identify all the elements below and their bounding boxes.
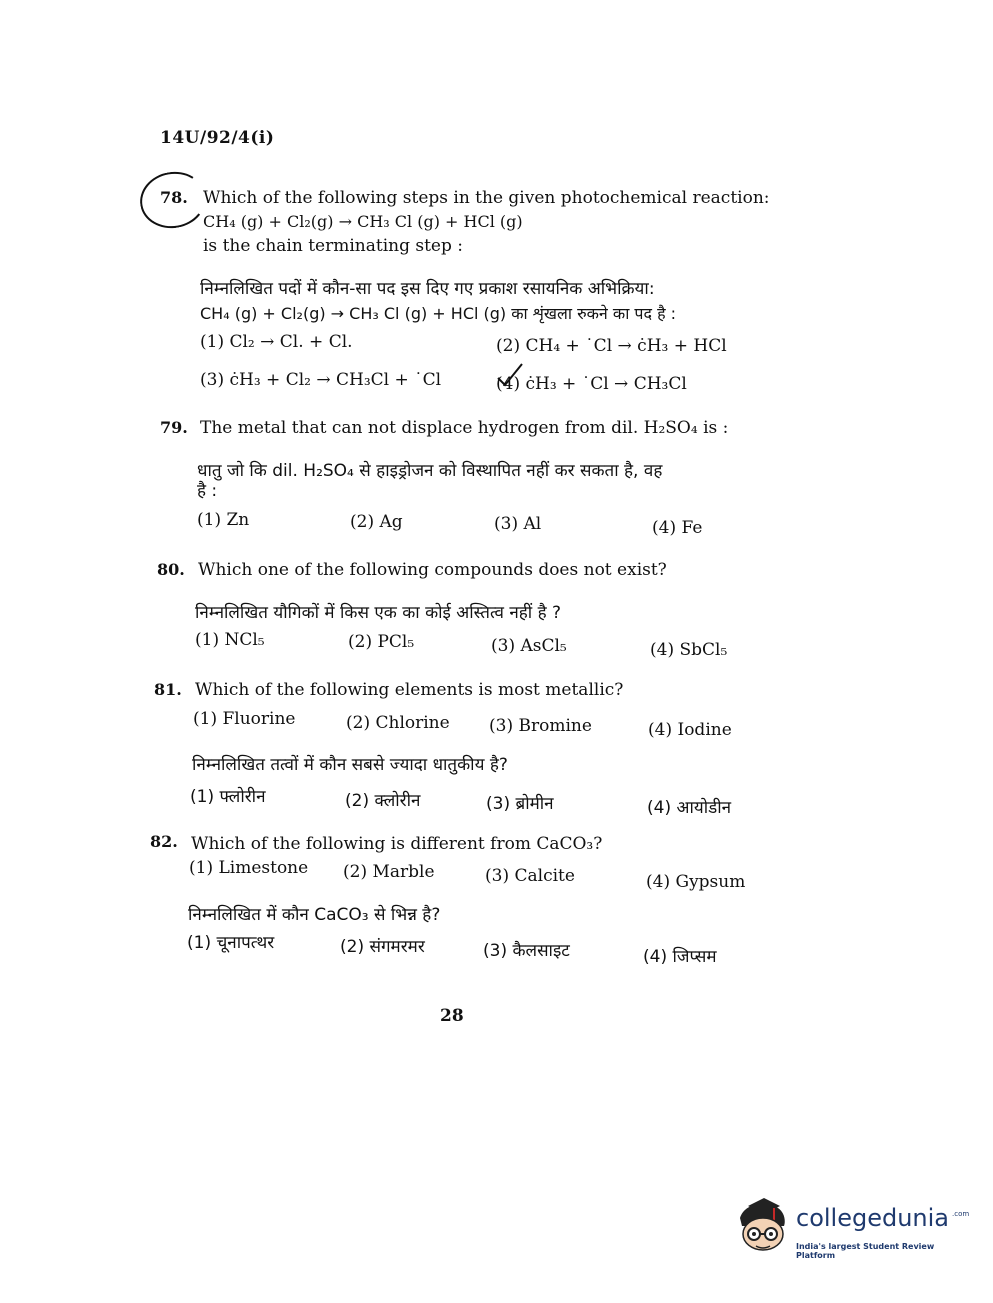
question-82-text: Which of the following is different from CaCO₃? bbox=[191, 834, 603, 854]
question-79-option-2: (2) Ag bbox=[350, 512, 403, 532]
question-81-option-hi-3: (3) ब्रोमीन bbox=[486, 794, 554, 814]
question-78-hindi-line1: निम्नलिखित पदों में कौन-सा पद इस दिए गए प्रकाश रसायनिक अभिक्रिया: bbox=[200, 279, 655, 299]
question-79-option-1: (1) Zn bbox=[197, 510, 250, 530]
question-78-option-4: (4) ċH₃ + ˙Cl → CH₃Cl bbox=[496, 374, 687, 394]
question-81-hindi: निम्नलिखित तत्वों में कौन सबसे ज्यादा धातुकीय है? bbox=[192, 755, 508, 775]
question-79-number: 79. bbox=[160, 418, 188, 437]
question-78-text-line3: is the chain terminating step : bbox=[203, 236, 463, 256]
question-80-hindi: निम्नलिखित यौगिकों में किस एक का कोई अस्तित्व नहीं है ? bbox=[195, 603, 562, 623]
brand-com: .com bbox=[952, 1210, 970, 1218]
question-79-option-4: (4) Fe bbox=[652, 518, 703, 538]
collegedunia-watermark bbox=[734, 1196, 970, 1260]
answer-tick-mark bbox=[496, 362, 524, 388]
question-80-text: Which one of the following compounds does not exist? bbox=[198, 560, 667, 580]
question-82-number: 82. bbox=[150, 832, 178, 851]
question-82-option-en-3: (3) Calcite bbox=[485, 866, 575, 886]
question-80-number: 80. bbox=[157, 560, 185, 579]
question-79-text: The metal that can not displace hydrogen from dil. H₂SO₄ is : bbox=[200, 418, 729, 438]
question-79-option-3: (3) Al bbox=[494, 514, 542, 534]
page-number: 28 bbox=[440, 1006, 464, 1026]
question-82-option-en-4: (4) Gypsum bbox=[646, 872, 746, 892]
question-81-option-en-1: (1) Fluorine bbox=[193, 709, 296, 729]
question-80-option-2: (2) PCl₅ bbox=[348, 632, 415, 652]
paper-code: 14U/92/4(i) bbox=[160, 128, 275, 148]
question-81-option-en-4: (4) Iodine bbox=[648, 720, 732, 740]
question-78-option-3: (3) ċH₃ + Cl₂ → CH₃Cl + ˙Cl bbox=[200, 370, 442, 390]
question-81-option-en-2: (2) Chlorine bbox=[346, 713, 450, 733]
question-80-option-1: (1) NCl₅ bbox=[195, 630, 265, 650]
question-81-text: Which of the following elements is most metallic? bbox=[195, 680, 624, 700]
brand-name: collegedunia bbox=[796, 1204, 950, 1232]
question-79-hindi-line1: धातु जो कि dil. H₂SO₄ से हाइड्रोजन को विस्थापित नहीं कर सकता है, वह bbox=[197, 461, 663, 481]
question-78-text-line1: Which of the following steps in the given photochemical reaction: bbox=[203, 188, 770, 208]
question-81-option-hi-2: (2) क्लोरीन bbox=[345, 791, 421, 811]
question-78-option-1: (1) Cl₂ → Cl. + Cl. bbox=[200, 332, 353, 352]
question-81-option-hi-1: (1) फ्लोरीन bbox=[190, 787, 266, 807]
question-82-option-hi-3: (3) कैलसाइट bbox=[483, 941, 570, 961]
question-80-option-4: (4) SbCl₅ bbox=[650, 640, 728, 660]
question-78-hindi-line2: CH₄ (g) + Cl₂(g) → CH₃ Cl (g) + HCl (g) का शृंखला रुकने का पद है : bbox=[200, 304, 677, 323]
question-81-option-en-3: (3) Bromine bbox=[489, 716, 592, 736]
question-81-option-hi-4: (4) आयोडीन bbox=[647, 798, 732, 818]
question-78-number: 78. bbox=[160, 188, 188, 207]
question-82-option-en-2: (2) Marble bbox=[343, 862, 435, 882]
question-82-hindi: निम्नलिखित में कौन CaCO₃ से भिन्न है? bbox=[188, 905, 441, 925]
question-78-equation: CH₄ (g) + Cl₂(g) → CH₃ Cl (g) + HCl (g) bbox=[203, 212, 523, 231]
question-82-option-hi-2: (2) संगमरमर bbox=[340, 937, 425, 957]
question-80-option-3: (3) AsCl₅ bbox=[491, 636, 567, 656]
question-79-hindi-line2: है : bbox=[197, 481, 218, 501]
question-81-number: 81. bbox=[154, 680, 182, 699]
question-78-option-2: (2) CH₄ + ˙Cl → ċH₃ + HCl bbox=[496, 336, 727, 356]
question-82-option-hi-4: (4) जिप्सम bbox=[643, 947, 717, 967]
question-82-option-en-1: (1) Limestone bbox=[189, 858, 309, 878]
question-82-option-hi-1: (1) चूनापत्थर bbox=[187, 933, 275, 953]
mascot-logo-icon bbox=[734, 1196, 792, 1258]
brand-tagline: India's largest Student Review Platform bbox=[796, 1242, 935, 1260]
